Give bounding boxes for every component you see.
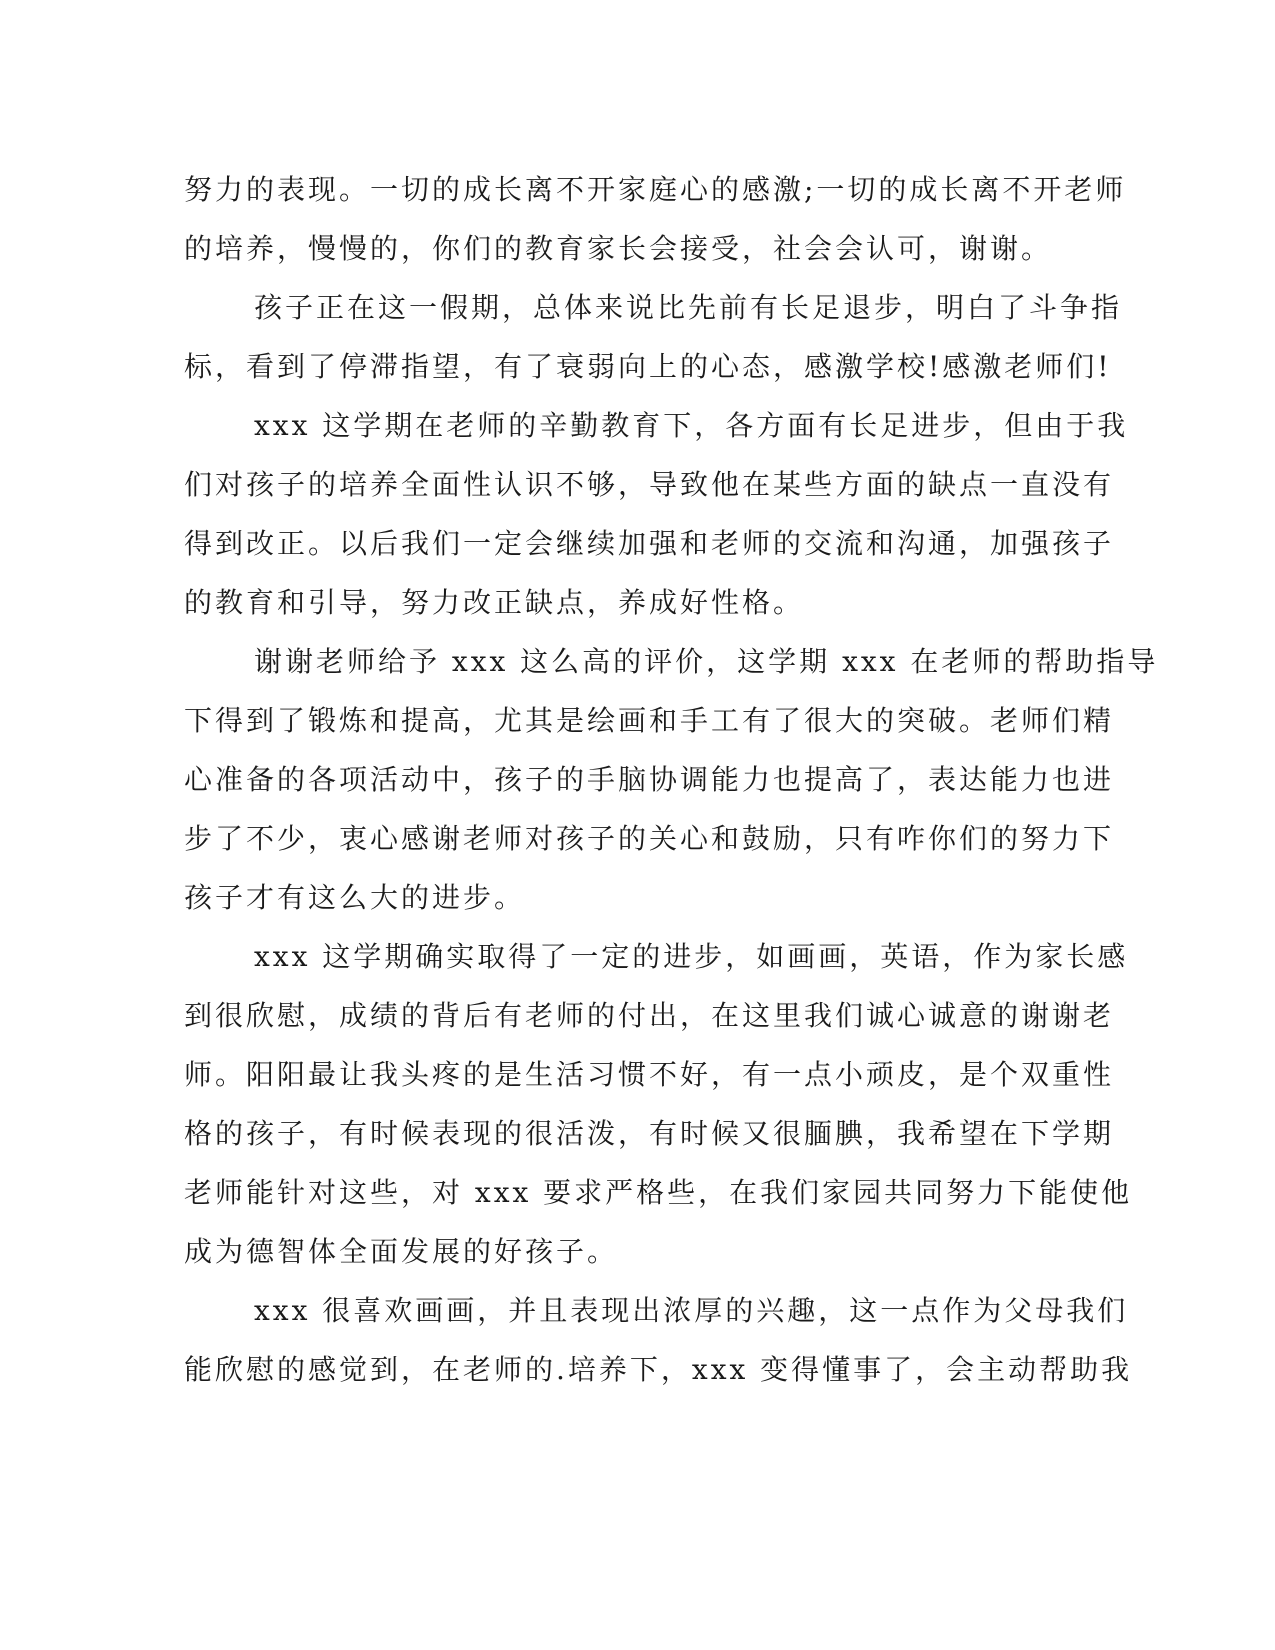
text-line: 能欣慰的感觉到，在老师的.培养下，xxx 变得懂事了，会主动帮助我 [184,1353,1133,1386]
text-line: 心准备的各项活动中，孩子的手脑协调能力也提高了，表达能力也进 [184,763,1115,796]
text-line: 谢谢老师给予 xxx 这么高的评价，这学期 xxx 在老师的帮助指导 [254,645,1159,678]
text-line: 孩子正在这一假期，总体来说比先前有长足退步，明白了斗争指 [254,291,1123,324]
text-line: 努力的表现。一切的成长离不开家庭心的感激;一切的成长离不开老师 [184,173,1127,206]
text-line: 格的孩子，有时候表现的很活泼，有时候又很腼腆，我希望在下学期 [184,1117,1115,1150]
text-line: 步了不少，衷心感谢老师对孩子的关心和鼓励，只有咋你们的努力下 [184,822,1115,855]
text-line: 得到改正。以后我们一定会继续加强和老师的交流和沟通，加强孩子 [184,527,1115,560]
text-line: xxx 这学期确实取得了一定的进步，如画画，英语，作为家长感 [254,940,1129,973]
text-line: xxx 很喜欢画画，并且表现出浓厚的兴趣，这一点作为父母我们 [254,1294,1129,1327]
text-line: 孩子才有这么大的进步。 [184,881,526,914]
text-line: xxx 这学期在老师的辛勤教育下，各方面有长足进步，但由于我 [254,409,1129,442]
text-line: 的教育和引导，努力改正缺点，养成好性格。 [184,586,805,619]
document-body [184,160,1159,1399]
text-line: 老师能针对这些，对 xxx 要求严格些，在我们家园共同努力下能使他 [184,1176,1133,1209]
text-line: 成为德智体全面发展的好孩子。 [184,1235,619,1268]
text-line: 们对孩子的培养全面性认识不够，导致他在某些方面的缺点一直没有 [184,468,1115,501]
text-line: 师。阳阳最让我头疼的是生活习惯不好，有一点小顽皮，是个双重性 [184,1058,1115,1091]
text-line: 到很欣慰，成绩的背后有老师的付出，在这里我们诚心诚意的谢谢老 [184,999,1115,1032]
text-line: 标，看到了停滞指望，有了衰弱向上的心态，感激学校!感激老师们! [184,350,1112,383]
text-line: 的培养，慢慢的，你们的教育家长会接受，社会会认可，谢谢。 [184,232,1053,265]
text-line: 下得到了锻炼和提高，尤其是绘画和手工有了很大的突破。老师们精 [184,704,1115,737]
